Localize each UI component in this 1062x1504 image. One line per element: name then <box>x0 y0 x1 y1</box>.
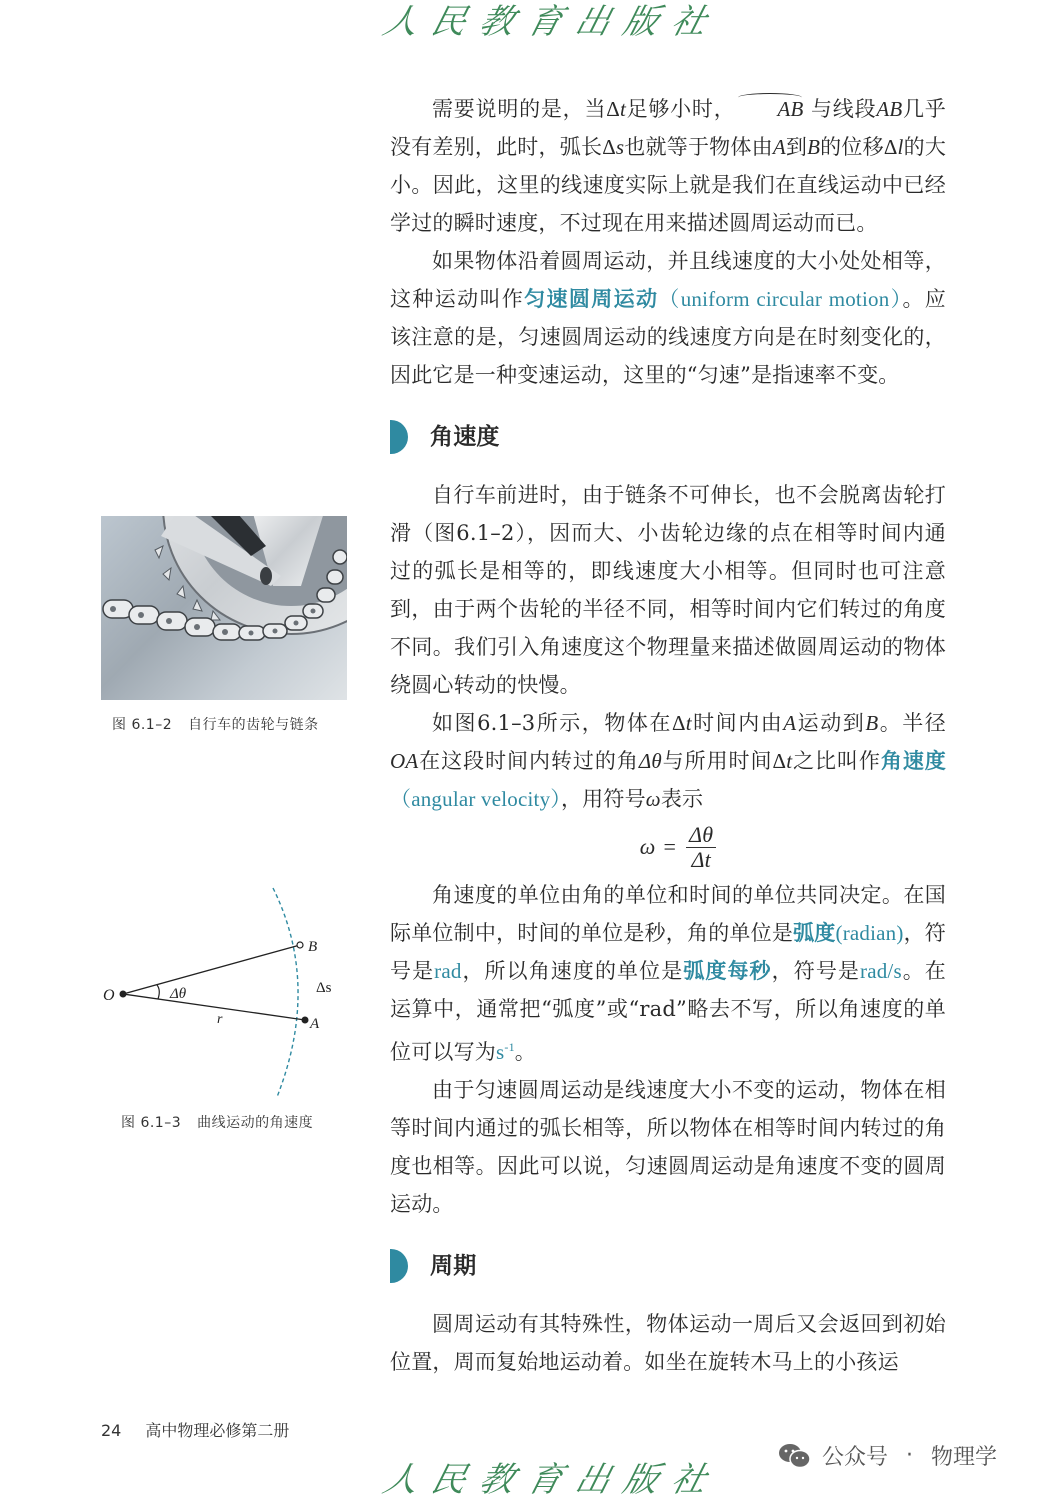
text: ，用符号 <box>560 787 646 811</box>
figure-caption-6-1-2 <box>112 714 319 734</box>
label-r: r <box>217 1012 223 1027</box>
delta-symbol: Δ <box>602 135 616 159</box>
arc-ab: AB <box>736 90 804 128</box>
delta-symbol: Δ <box>772 749 787 773</box>
watermark-separator: · <box>906 1443 914 1468</box>
unit-exponent: -1 <box>504 1040 515 1054</box>
wechat-icon <box>778 1443 812 1469</box>
delta-symbol: Δ <box>606 97 620 121</box>
text: 与所用时间 <box>661 749 773 773</box>
text: 的大小。因此，这里的线速度实际上就是我们在直线运动中已经学过的瞬时速度，不过现在用来描述圆周运动而已。 <box>390 135 947 235</box>
unit-s: s <box>496 1040 505 1064</box>
label-a: A <box>310 1016 320 1032</box>
segment-ab: AB <box>876 97 903 121</box>
delta-symbol: Δ <box>883 135 898 159</box>
text: 运动到 <box>796 711 866 735</box>
text: 角速度的单位由角的单位和时间的单位共同决定。在国际单位制中，时间的单位是秒，角的单位是 <box>390 883 946 945</box>
point-a: A <box>783 711 797 735</box>
math-t: t <box>619 97 627 121</box>
formula-equals: = <box>663 834 677 859</box>
label-o: O <box>103 987 115 1004</box>
formula-fraction <box>686 823 716 872</box>
gear-chain-illustration <box>101 516 347 700</box>
page-footer <box>101 1418 289 1441</box>
figure-number: 图 6.1–3 <box>121 1115 182 1131</box>
text: 。半径 <box>878 711 946 735</box>
term-english: （angular velocity） <box>390 787 561 811</box>
section-heading-angular-velocity <box>390 412 946 462</box>
text: 如图6.1–3所示，物体在 <box>432 711 672 735</box>
label-delta-theta: Δθ <box>170 986 187 1002</box>
term-radian-per-second: 弧度每秒 <box>683 959 772 983</box>
paragraph-uniform-angular: 由于匀速圆周运动是线速度大小不变的运动，物体在相等时间内通过的弧长相等，所以物体在相等时间内转过的角度也相等。因此可以说，匀速圆周运动是角速度不变的圆周运动。 <box>390 1078 946 1216</box>
radius-oa: OA <box>390 749 419 773</box>
point-a: A <box>772 135 786 159</box>
section-heading-period <box>390 1241 946 1291</box>
figure-angular-velocity-diagram <box>95 875 355 1105</box>
label-delta-s: Δs <box>316 980 332 996</box>
point-a-dot <box>302 1017 309 1024</box>
delta-symbol: Δ <box>671 711 686 735</box>
point-b: B <box>807 135 821 159</box>
math-s: s <box>615 135 625 159</box>
text: 几乎没有差别，此时，弧长 <box>390 97 946 159</box>
text: ，所以角速度的单位是 <box>461 959 684 983</box>
term-english: (radian) <box>835 921 904 945</box>
text: 与线段 <box>811 97 877 121</box>
term-angular-velocity: 角速度 <box>880 749 946 773</box>
page-number: 24 <box>101 1421 122 1440</box>
text: 。 <box>514 1040 536 1064</box>
text: 如果物体沿着圆周运动，并且线速度的大小处处相等，这种运动叫作 <box>390 249 946 311</box>
unit-rad: rad <box>434 959 462 983</box>
text: 。在运算中，通常把“弧度”或“rad”略去不写，所以角速度的单位可以写为 <box>390 959 946 1064</box>
text: 表示 <box>660 787 704 811</box>
figure-caption-text: 曲线运动的角速度 <box>197 1115 314 1131</box>
publisher-logo-top: 人民教育出版社 <box>379 2 725 42</box>
point-b: B <box>865 711 879 735</box>
figure-caption-6-1-3 <box>121 1112 313 1132</box>
figure-caption-text: 自行车的齿轮与链条 <box>188 717 319 733</box>
point-b-dot <box>297 942 303 948</box>
radius-ob <box>123 945 300 994</box>
text: ，符号是 <box>771 959 860 983</box>
figure-bicycle-gear-photo <box>101 516 347 700</box>
formula-angular-velocity <box>390 818 946 876</box>
heading-marker-icon <box>390 420 408 454</box>
radius-oa <box>123 994 305 1020</box>
wechat-watermark <box>778 1440 997 1471</box>
text: 的位移 <box>820 135 884 159</box>
unit-rad-per-s: rad/s <box>860 959 902 983</box>
circular-path-arc <box>273 888 298 1097</box>
term-uniform-circular-motion: 匀速圆周运动 <box>524 287 659 311</box>
paragraph-arc-length <box>390 90 946 242</box>
text: 。应该注意的是，匀速圆周运动的线速度方向是在时刻变化的，因此它是一种变速运动，这里的“匀速”是指速率不变。 <box>390 287 946 387</box>
math-t: t <box>685 711 692 735</box>
paragraph-period-intro: 圆周运动有其特殊性，物体运动一周后又会返回到初始位置，周而复始地运动着。如坐在旋转木马上的小孩运 <box>390 1312 946 1374</box>
formula-denominator: Δt <box>691 846 711 872</box>
text: 也就等于物体由 <box>624 135 773 159</box>
angle-arc <box>157 985 159 999</box>
watermark-label: 公众号 <box>822 1445 889 1470</box>
formula-numerator: Δθ <box>686 823 716 848</box>
publisher-logo-bottom: 人民教育出版社 <box>379 1460 725 1500</box>
term-english: （uniform circular motion） <box>658 287 903 311</box>
paragraph-uniform-circular-motion <box>390 242 946 394</box>
point-o-dot <box>120 991 127 998</box>
main-text-column <box>390 90 946 1381</box>
math-l: l <box>897 135 904 159</box>
math-t: t <box>786 749 793 773</box>
watermark-account-name: 物理学 <box>931 1445 998 1470</box>
text: ，符号是 <box>390 921 946 983</box>
text: 时间内由 <box>691 711 784 735</box>
figure-number: 图 6.1–2 <box>112 717 173 733</box>
omega-symbol: ω <box>645 787 661 811</box>
term-radian: 弧度 <box>793 921 836 945</box>
text: 到 <box>785 135 808 159</box>
text: 足够小时， <box>626 97 736 121</box>
formula-lhs: ω <box>639 834 656 859</box>
paragraph-bicycle-gear: 自行车前进时，由于链条不可伸长，也不会脱离齿轮打滑（图6.1–2），因而大、小齿轮边缘的点在相等时间内通过的弧长是相等的，即线速度大小相等。但同时也可注意到，由于两个齿轮的半径不同，相等时间内它们转过的角度不同。我们引入角速度这个物理量来描述做圆周运动的物体绕圆心转动的快慢。 <box>390 483 946 697</box>
label-b: B <box>308 939 318 955</box>
heading-title: 角速度 <box>430 424 500 450</box>
text: 之比叫作 <box>792 749 881 773</box>
delta-theta: Δθ <box>638 749 662 773</box>
paragraph-angular-velocity-definition <box>390 704 946 818</box>
heading-title: 周期 <box>430 1253 477 1279</box>
heading-marker-icon <box>390 1249 408 1283</box>
text: 需要说明的是，当 <box>432 97 607 121</box>
text: 在这段时间内转过的角 <box>418 749 639 773</box>
book-title: 高中物理必修第二册 <box>145 1421 290 1440</box>
paragraph-units <box>390 876 946 1071</box>
